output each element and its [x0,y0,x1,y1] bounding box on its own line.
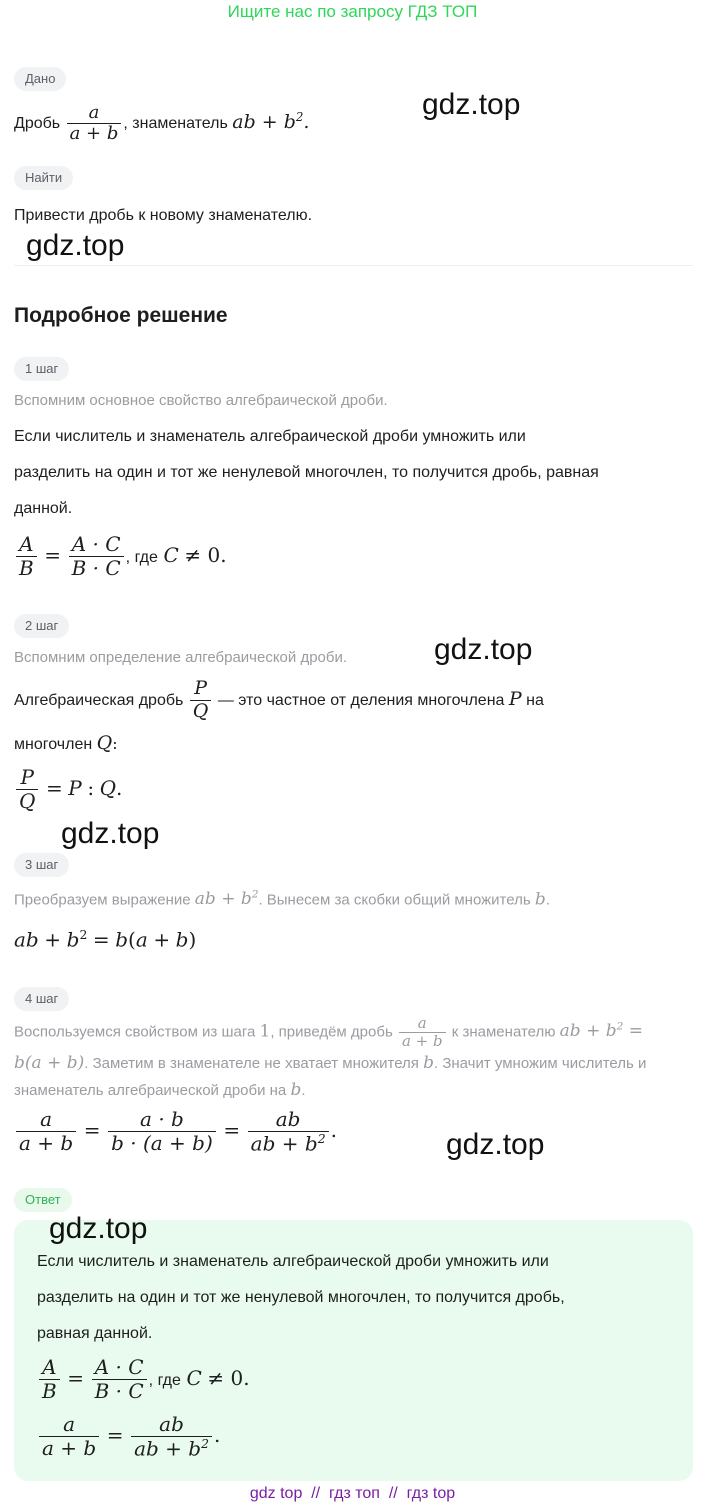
footer-separator: // [388,1485,398,1502]
step2-formula: $\frac{P}{Q}$ = P : Q. [14,766,122,813]
step2-line2-prefix: многочлен [14,736,93,753]
step1-label: 1 шаг [14,357,69,381]
watermark: gdz.top [26,229,125,262]
given-prefix: Дробь [14,115,61,133]
given-fraction: $\frac{a}{a + b}$ [67,103,122,145]
given-label: Дано [14,67,66,91]
watermark: gdz.top [434,633,533,666]
step4-label: 4 шаг [14,987,69,1011]
answer-formula1: $\frac{A}{B}$ = $\frac{A \cdot C}{B \cdot C}$ , где C ≠ 0. [37,1356,250,1403]
step4-hint-e: . Значит умножим числитель и [433,1055,647,1073]
solution-title: Подробное решение [14,304,228,327]
answer-label: Ответ [14,1188,72,1212]
given-denominator: ab + $b^2$. [232,110,310,134]
step4-label-wrap [14,987,69,1011]
step3-label-wrap [14,853,69,877]
step1-line3: данной. [14,500,73,517]
step4-hint-f: знаменатель алгебраической дроби на [14,1082,287,1100]
divider [14,265,693,266]
step4-hint: Воспользуемся свойством из шага 1, приведём дробь $\frac{a}{a + b}$ к знаменателю ab + $b^2$ = b(a + b). Заметим в знаменателе не хватает множителя b. Значит умножим числитель и знаменатель алгебраической дроби на b. [14,1013,647,1101]
step1-formula: $\frac{A}{B}$ = $\frac{A \cdot C}{B \cdot C}$ , где C ≠ 0. [14,533,227,580]
given-label-wrap [14,67,66,91]
footer-link-gdz-top-mixed[interactable]: гдз top [406,1485,456,1502]
find-label-wrap [14,166,73,190]
step3-formula: ab + $b^2 = b(a + b)$ [14,927,197,952]
step4-hint-d: . Заметим в знаменателе не хватает множителя [84,1055,419,1073]
step2-label: 2 шаг [14,614,69,638]
answer-formula-word: , где [148,1371,181,1389]
step1-hint: Вспомним основное свойство алгебраической дроби. [14,392,388,409]
answer-line1: Если числитель и знаменатель алгебраической дроби умножить или [37,1253,549,1270]
find-label: Найти [14,166,73,190]
step2-middle: — это частное от деления многочлена [217,692,505,709]
step4-hint-a: Воспользуемся свойством из шага [14,1023,256,1041]
step2-line2: многочлен Q: [14,732,118,754]
answer-line2: разделить на один и тот же ненулевой многочлен, то получится дробь, [37,1289,565,1306]
step4-formula: $\frac{a}{a + b}$ = $\frac{a \cdot b}{b \cdot (a + b)}$ = $\frac{ab}{ab + b^2}$ . [14,1108,337,1155]
search-banner: Ищите нас по запросу ГДЗ ТОП [227,2,478,21]
answer-line3: равная данной. [37,1325,153,1342]
step3-hint-suffix: . Вынесем за скобки общий множитель [258,891,531,909]
watermark: gdz.top [422,88,521,121]
given-text [14,94,309,147]
step1-line1: Если числитель и знаменатель алгебраической дроби умножить или [14,428,526,445]
given-suffix: , знаменатель [123,115,228,133]
step2-hint: Вспомним определение алгебраической дроби. [14,649,348,666]
step1-line2: разделить на один и тот же ненулевой многочлен, то получится дробь, равная [14,464,599,481]
answer-formula2: $\frac{a}{a + b}$ = $\frac{ab}{ab + b^2}$ . [37,1413,220,1460]
step4-hint-c: к знаменателю [451,1023,556,1041]
find-text: Привести дробь к новому знаменателю. [14,207,313,224]
step2-label-wrap [14,614,69,638]
watermark: gdz.top [61,817,160,850]
footer-link-gdz-top-ru[interactable]: гдз топ [329,1485,380,1502]
footer-links [0,1485,705,1503]
step2-line1: Алгебраическая дробь $\frac{P}{Q}$ — это частное от деления многочлена P на [14,677,544,723]
step4-hint-b: , приведём дробь [270,1023,393,1041]
step2-prefix: Алгебраическая дробь [14,692,184,709]
step2-suffix: на [526,692,544,709]
answer-label-wrap [14,1188,72,1212]
watermark: gdz.top [49,1212,148,1245]
step1-formula-word: , где [125,548,158,566]
step3-hint-prefix: Преобразуем выражение [14,891,191,909]
footer-separator: // [311,1485,321,1502]
step3-label: 3 шаг [14,853,69,877]
step3-hint: Преобразуем выражение ab + $b^2$. Вынесем за скобки общий множитель b. [14,889,550,910]
watermark: gdz.top [446,1128,545,1161]
step1-label-wrap [14,357,69,381]
footer-link-gdz-top[interactable]: gdz top [249,1485,303,1502]
